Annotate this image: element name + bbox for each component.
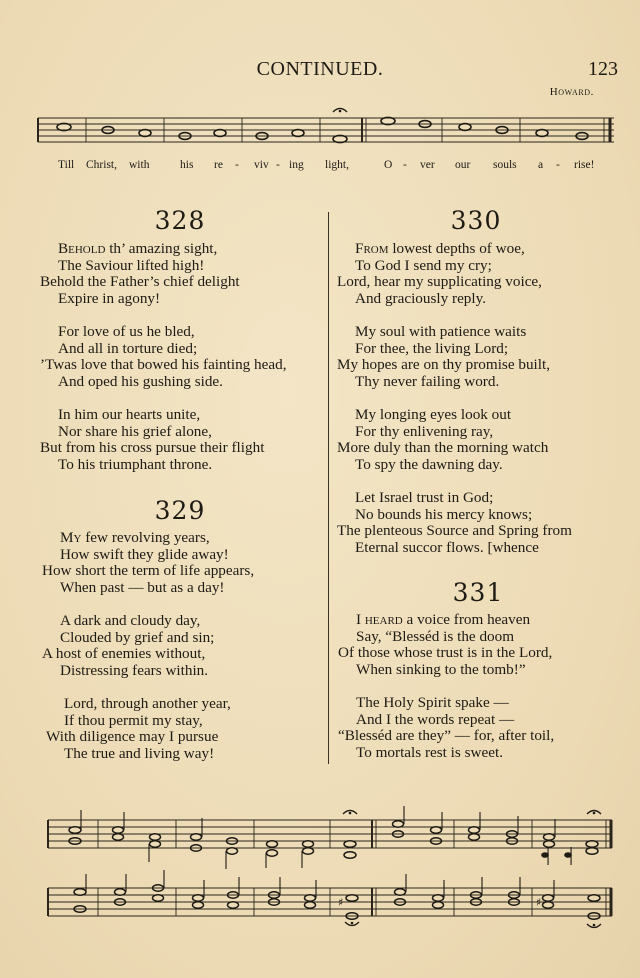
hymn-329-stanza-3 (46, 696, 231, 762)
verse-line: Clouded by grief and sin; (60, 628, 215, 646)
tune-lyrics (0, 159, 640, 177)
lyric-syllable: O (384, 159, 393, 171)
verse-line: When sinking to the tomb!” (356, 660, 526, 678)
verse-line: a voice from heaven (406, 611, 531, 628)
bottom-music-system (0, 800, 640, 940)
verse-line: And I the words repeat — (356, 710, 515, 728)
lyric-syllable: souls (493, 159, 517, 171)
verse-line: How swift they glide away! (60, 545, 229, 563)
turnover-word: [whence (487, 538, 539, 556)
verse-line: Expire in agony! (58, 289, 161, 307)
composer-credit: Howard. (549, 86, 594, 98)
hymn-331-stanza-2 (338, 695, 554, 761)
first-word: I heard (356, 611, 403, 628)
lyric-syllable: with (129, 159, 150, 171)
verse-line: How short the term of life appears, (42, 562, 255, 580)
verse-line: The Saviour lifted high! (58, 256, 205, 274)
verse-line: “Blesséd are they” — for, after toil, (338, 727, 555, 745)
first-word: From (355, 240, 389, 257)
verse-line: In him our hearts unite, (58, 406, 201, 423)
verse-line: Distressing fears within. (60, 661, 209, 679)
verse-line: My longing eyes look out (355, 406, 512, 423)
verse-line: few revolving years, (85, 529, 210, 546)
verse-line: A dark and cloudy day, (60, 612, 201, 629)
verse-line: Nor share his grief alone, (58, 422, 212, 440)
verse-line: Behold the Father’s chief delight (40, 273, 240, 291)
verse-line: The true and living way! (64, 744, 215, 762)
verse-line: For love of us he bled, (58, 323, 195, 340)
verse-line: For thee, the living Lord; (355, 339, 509, 357)
lyric-syllable: ver (420, 159, 435, 171)
hymn-330-stanza-1 (337, 241, 542, 307)
verse-line: A host of enemies without, (42, 645, 206, 663)
verse-line: The Holy Spirit spake — (356, 694, 509, 711)
lyric-syllable: ing (289, 159, 304, 171)
verse-line: To mortals rest is sweet. (356, 743, 503, 761)
verse-line: Eternal succor flows. (355, 538, 484, 556)
lyric-syllable: his (180, 159, 194, 171)
lyric-syllable: a (538, 159, 544, 171)
hymn-328-stanza-1 (40, 241, 240, 307)
hymn-330-stanza-3 (337, 407, 548, 473)
hymn-number: 330 (450, 206, 502, 235)
hymn-number: 331 (452, 578, 504, 607)
page-title: CONTINUED. (256, 58, 384, 80)
hymn-330-stanza-4 (337, 490, 620, 556)
page-number: 123 (588, 58, 618, 80)
verse-line: My soul with patience waits (355, 323, 527, 340)
lyric-syllable: - (276, 159, 280, 171)
lyric-syllable: our (455, 159, 471, 171)
verse-line: More duly than the morning watch (337, 439, 549, 457)
hymn-331-stanza-1 (338, 612, 552, 678)
hymn-328-stanza-2 (40, 324, 287, 390)
first-word: Behold (58, 240, 106, 257)
first-word: My (60, 529, 82, 546)
top-music-staff (0, 104, 640, 156)
hymn-number: 328 (154, 206, 206, 235)
hymn-number: 329 (154, 496, 206, 525)
lyric-syllable: Christ, (86, 159, 117, 171)
verse-line: My hopes are on thy promise built, (337, 356, 551, 374)
verse-line: lowest depths of woe, (392, 240, 525, 257)
verse-line: And oped his gushing side. (58, 372, 223, 390)
verse-line: ’Twas love that bowed his fainting head, (40, 356, 287, 374)
verse-line: And all in torture died; (58, 339, 198, 357)
verse-line: Of those whose trust is in the Lord, (338, 644, 553, 662)
lyric-syllable: rise! (574, 159, 595, 171)
svg-text:♯: ♯ (338, 896, 344, 909)
lyric-syllable: - (235, 159, 239, 171)
verse-line: To God I send my cry; (355, 256, 492, 274)
lyric-syllable: light, (325, 159, 349, 171)
lyric-syllable: - (403, 159, 407, 171)
svg-text:♯: ♯ (536, 896, 542, 909)
verse-line: Let Israel trust in God; (355, 489, 494, 506)
verse-line: If thou permit my stay, (64, 711, 203, 729)
verse-line: Say, “Blesséd is the doom (356, 627, 515, 645)
hymn-328-stanza-3 (40, 407, 264, 473)
verse-line: Thy never failing word. (355, 372, 500, 390)
verse-line: The plenteous Source and Spring from (337, 522, 572, 540)
lyric-syllable: - (556, 159, 560, 171)
verse-line: No bounds his mercy knows; (355, 505, 533, 523)
hymn-329-stanza-2 (42, 613, 214, 679)
lyric-syllable: viv (254, 159, 269, 171)
hymn-329-stanza-1 (42, 530, 254, 596)
verse-line: But from his cross pursue their flight (40, 439, 265, 457)
verse-line: To spy the dawning day. (355, 455, 503, 473)
verse-line: With diligence may I pursue (46, 728, 219, 746)
verse-line: And graciously reply. (355, 289, 487, 307)
verse-line: Lord, hear my supplicating voice, (337, 273, 542, 291)
column-divider (328, 212, 329, 764)
hymn-330-stanza-2 (337, 324, 550, 390)
verse-line: To his triumphant throne. (58, 455, 213, 473)
lyric-syllable: re (214, 159, 223, 171)
lyric-syllable: Till (58, 159, 75, 171)
verse-line: When past — but as a day! (60, 578, 225, 596)
verse-line: th’ amazing sight, (109, 240, 218, 257)
verse-line: Lord, through another year, (64, 695, 231, 712)
verse-line: For thy enlivening ray, (355, 422, 494, 440)
